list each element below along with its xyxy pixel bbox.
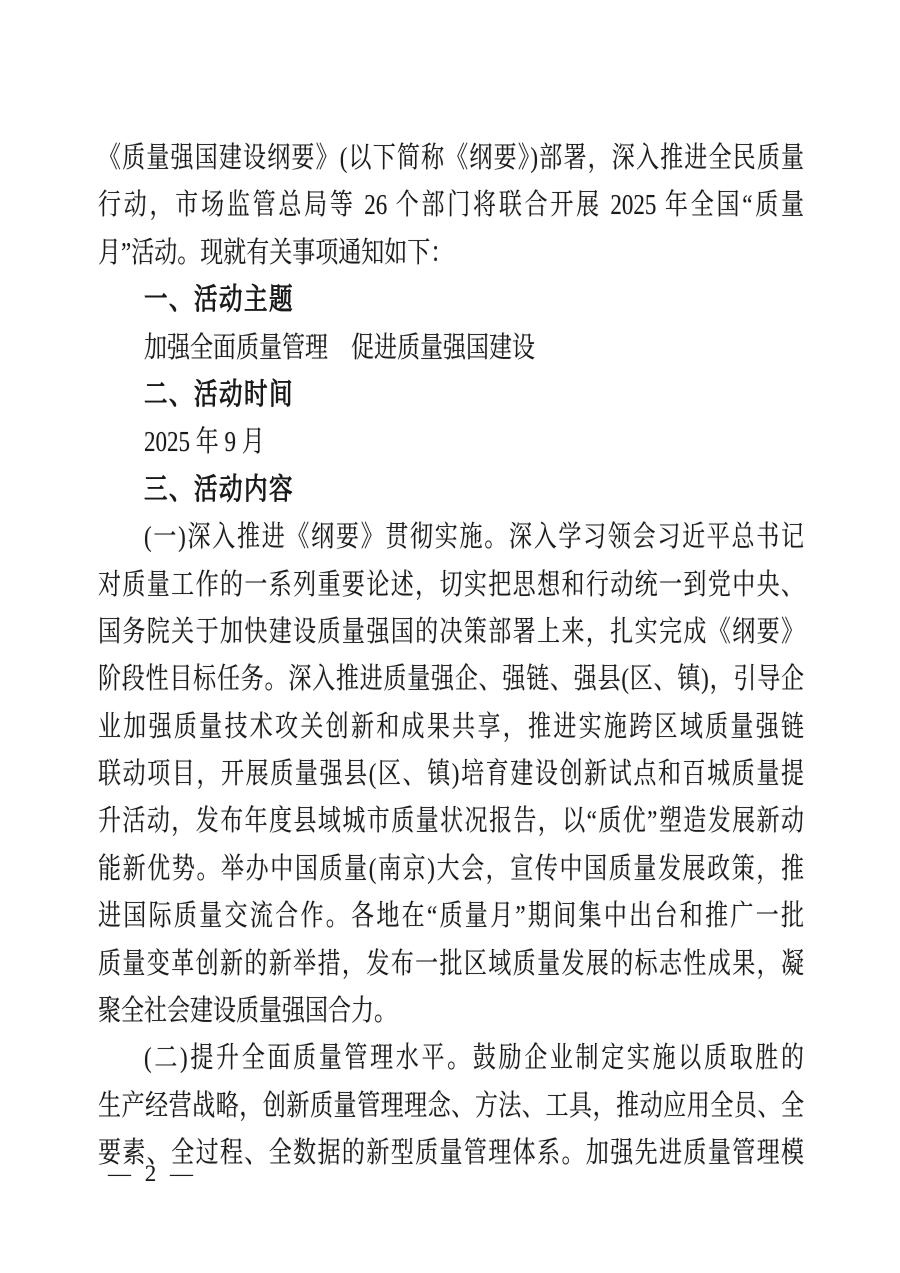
body-line: 升活动，发布年度县域城市质量状况报告，以“质优”塑造发展新动 <box>98 805 804 837</box>
body-line: 质量变革创新的新举措，发布一批区域质量发展的标志性成果，凝 <box>98 947 804 979</box>
body-line: 月”活动。现就有关事项通知如下： <box>98 236 454 268</box>
body-line: 对质量工作的一系列重要论述，切实把思想和行动统一到党中央、 <box>98 568 804 600</box>
body-line: 进国际质量交流合作。各地在“质量月”期间集中出台和推广一批 <box>98 899 804 932</box>
page-number: — 2 — <box>108 1161 197 1186</box>
body-line: 业加强质量技术攻关创新和成果共享，推进实施跨区域质量强链 <box>98 710 804 742</box>
body-line: (二)提升全面质量管理水平。鼓励企业制定实施以质取胜的 <box>144 1042 804 1074</box>
body-line: 生产经营战略，创新质量管理理念、方法、工具，推动应用全员、全 <box>98 1089 804 1122</box>
body-line: 加强全面质量管理 促进质量强国建设 <box>144 331 535 363</box>
body-line: 行动，市场监管总局等 26 个部门将联合开展 2025 年全国“质量 <box>98 189 804 221</box>
section-heading-activity-theme: 一、活动主题 <box>144 282 294 316</box>
section-heading-activity-time: 二、活动时间 <box>144 377 294 411</box>
body-line: 聚全社会建设质量强国合力。 <box>98 994 397 1027</box>
body-line: (一)深入推进《纲要》贯彻实施。深入学习领会习近平总书记 <box>144 520 804 553</box>
body-line: 阶段性目标任务。深入推进质量强企、强链、强县(区、镇)，引导企 <box>98 662 804 695</box>
body-line: 要素、全过程、全数据的新型质量管理体系。加强先进质量管理模 <box>98 1136 804 1169</box>
body-line: 《质量强国建设纲要》(以下简称《纲要》)部署，深入推进全民质量 <box>98 141 804 174</box>
document-body <box>98 134 804 1177</box>
section-heading-activity-content: 三、活动内容 <box>144 472 294 505</box>
body-line: 能新优势。举办中国质量(南京)大会，宣传中国质量发展政策，推 <box>98 852 804 885</box>
body-line: 国务院关于加快建设质量强国的决策部署上来，扎实完成《纲要》 <box>98 615 804 648</box>
page-footer <box>108 1158 197 1190</box>
body-line: 2025 年 9 月 <box>144 426 265 458</box>
body-line: 联动项目，开展质量强县(区、镇)培育建设创新试点和百城质量提 <box>98 757 804 790</box>
